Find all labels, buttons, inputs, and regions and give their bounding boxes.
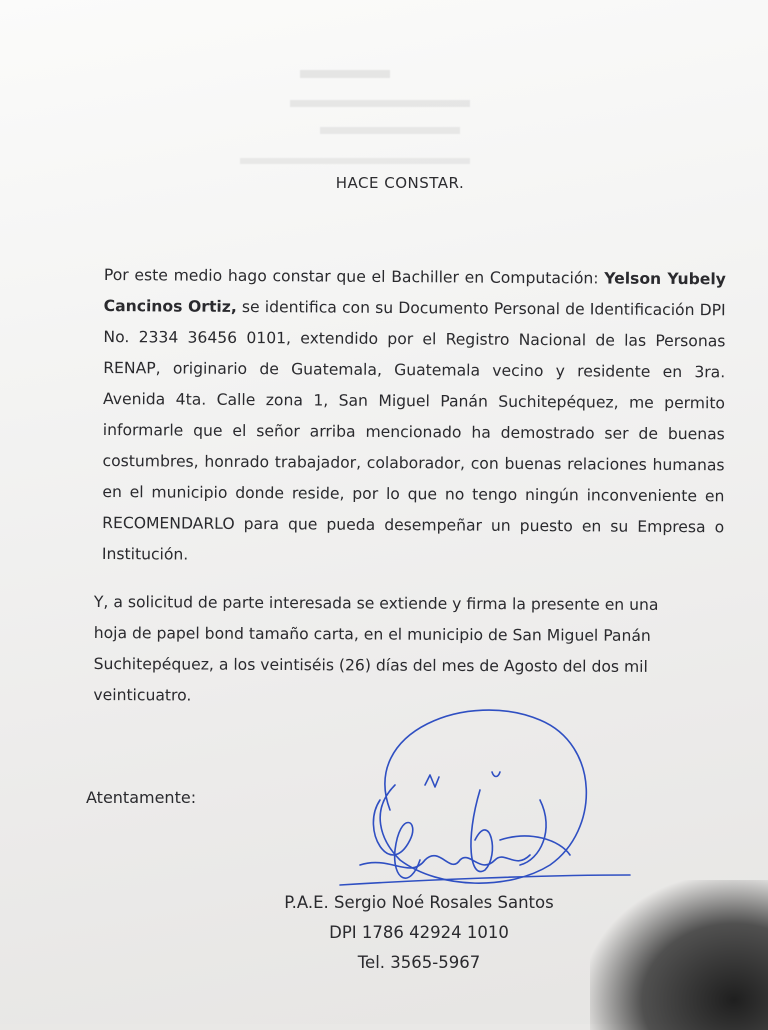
issuance-line: Suchitepéquez, a los veintiséis (26) días del mes de Agosto del dos mil [93, 654, 648, 676]
issuance-line: veinticuatro. [93, 685, 192, 705]
handwritten-signature [300, 690, 640, 920]
certification-paragraph [102, 260, 726, 574]
signer-name: P.A.E. Sergio Noé Rosales Santos [284, 893, 554, 912]
closing-salutation: Atentamente: [86, 788, 197, 807]
signer-dpi: DPI 1786 42924 1010 [329, 923, 509, 942]
signature-block [274, 888, 564, 978]
show-through-mark [290, 100, 470, 107]
issuance-line: hoja de papel bond tamaño carta, en el municipio de San Miguel Panán [93, 623, 651, 645]
candidate-name: Yelson Yubely Cancinos Ortiz, [103, 269, 726, 316]
show-through-mark [300, 70, 390, 78]
intro-text: Por este medio hago constar que el Bachiller en Computación: [103, 265, 605, 288]
issuance-line: Y, a solicitud de parte interesada se extiende y firma la presente en una [93, 592, 659, 614]
signer-phone: Tel. 3565-5967 [357, 953, 481, 972]
document-title: HACE CONSTAR. [335, 174, 465, 192]
show-through-mark [320, 127, 460, 134]
photo-shadow [590, 880, 768, 1030]
body-text-end: para que pueda desempeñar un puesto en su Empresa o Institución. [101, 514, 725, 564]
body-text: se identifica con su Documento Personal de Identificación DPI No. 2334 36456 0101, extendido por el Registro Nacional de las Personas RENAP, originario de Guatemala, Guatemala vecino y residente en 3ra. Avenida 4ta. Calle zona 1, San Miguel Panán Suchitepéquez, me permito informarle que el señor arriba mencionado ha demostrado ser de buenas costumbres, honrado trabajador, colaborador, con buenas relaciones humanas en el municipio donde reside, por lo que no tengo ningún inconveniente en [102, 297, 726, 506]
show-through-mark [240, 158, 470, 164]
recommend-emphasis: RECOMENDARLO [102, 513, 235, 533]
